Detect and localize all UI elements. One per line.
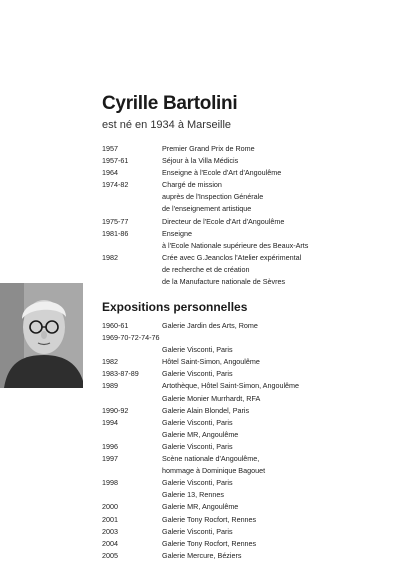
timeline-row: [102, 465, 402, 477]
row-description: Galerie Alain Blondel, Paris: [162, 405, 250, 415]
timeline-row: [102, 453, 402, 465]
row-year: 1957-61: [102, 156, 129, 166]
row-description: Galerie Jardin des Arts, Rome: [162, 321, 258, 330]
timeline-row: [102, 405, 402, 417]
row-year: 1960-61: [102, 321, 129, 330]
timeline-row: [102, 441, 402, 453]
row-year: 2004: [102, 538, 118, 548]
timeline-row: [102, 332, 402, 344]
row-description: Séjour à la Villa Médicis: [162, 156, 239, 166]
row-year: 2000: [102, 502, 118, 512]
row-description: Enseigne à l'Ecole d'Art d'Angoulême: [162, 168, 282, 178]
row-year: 1982: [102, 357, 118, 367]
row-description: Crée avec G.Jeanclos l'Atelier expérimental: [162, 252, 302, 262]
row-description: Galerie 13, Rennes: [162, 490, 224, 500]
row-description: Scène nationale d'Angoulême,: [162, 454, 260, 464]
timeline-row: [102, 538, 402, 550]
timeline-row: [102, 216, 402, 228]
timeline-row: [102, 501, 402, 513]
timeline-row: [102, 489, 402, 501]
row-description: Galerie MR, Angoulême: [162, 502, 239, 512]
row-year: 1996: [102, 441, 118, 451]
row-year: 1990-92: [102, 405, 129, 415]
timeline-row: [102, 417, 402, 429]
row-year: 2003: [102, 526, 118, 536]
timeline-row: [102, 143, 402, 155]
timeline-row: [102, 240, 402, 252]
row-description: Galerie Monier Murrhardt, RFA: [162, 393, 261, 403]
timeline-row: [102, 380, 402, 392]
row-description: Chargé de mission: [162, 180, 222, 190]
row-year: 1957: [102, 144, 118, 153]
timeline-row: [102, 155, 402, 167]
row-description: Galerie Tony Rocfort, Rennes: [162, 538, 257, 548]
timeline-row: [102, 203, 402, 215]
row-description: Enseigne: [162, 228, 192, 238]
row-year: 1997: [102, 454, 118, 464]
biography-list: [102, 143, 402, 288]
timeline-row: [102, 252, 402, 264]
row-description: Galerie Visconti, Paris: [162, 441, 233, 451]
timeline-row: [102, 477, 402, 489]
timeline-row: [102, 320, 402, 332]
row-year: 1964: [102, 168, 118, 178]
row-description: Directeur de l'Ecole d'Art d'Angoulême: [162, 216, 285, 226]
row-description: de recherche et de création: [162, 264, 250, 274]
row-year: 1981-86: [102, 228, 129, 238]
row-year: 1998: [102, 478, 118, 488]
row-description: hommage à Dominique Bagouet: [162, 466, 266, 476]
row-description: Galerie Visconti, Paris: [162, 478, 233, 488]
timeline-row: [102, 393, 402, 405]
row-year: 1994: [102, 417, 118, 427]
row-year: 1974-82: [102, 180, 129, 190]
row-description: Artothèque, Hôtel Saint-Simon, Angoulême: [162, 381, 300, 391]
timeline-row: [102, 344, 402, 356]
portrait-image: [0, 283, 83, 388]
timeline-row: [102, 514, 402, 526]
row-year: 2001: [102, 514, 118, 524]
row-description: auprès de l'Inspection Générale: [162, 192, 264, 202]
timeline-row: [102, 368, 402, 380]
artist-portrait: [0, 283, 83, 388]
timeline-row: [102, 526, 402, 538]
row-year: 1989: [102, 381, 118, 391]
row-description: Galerie Visconti, Paris: [162, 417, 233, 427]
row-description: Galerie Tony Rocfort, Rennes: [162, 514, 257, 524]
birth-info: est né en 1934 à Marseille: [102, 119, 232, 131]
timeline-row: [102, 167, 402, 179]
row-description: Hôtel Saint-Simon, Angoulême: [162, 357, 260, 367]
row-description: Galerie Visconti, Paris: [162, 369, 233, 379]
row-description: Galerie Visconti, Paris: [162, 526, 233, 536]
timeline-row: [102, 264, 402, 276]
timeline-row: [102, 429, 402, 441]
expositions-list: [102, 320, 402, 562]
row-description: Galerie Visconti, Paris: [162, 345, 233, 355]
timeline-row: [102, 550, 402, 562]
timeline-row: [102, 179, 402, 191]
expositions-title: Expositions personnelles: [102, 300, 248, 314]
row-year: 1982: [102, 252, 118, 262]
timeline-row: [102, 228, 402, 240]
row-description: Galerie Mercure, Béziers: [162, 550, 242, 560]
timeline-row: [102, 191, 402, 203]
row-year: 2005: [102, 550, 118, 560]
row-description: Galerie MR, Angoulême: [162, 429, 239, 439]
row-description: à l'Ecole Nationale supérieure des Beaux-Arts: [162, 240, 309, 250]
timeline-row: [102, 356, 402, 368]
row-year: 1983-87-89: [102, 369, 139, 379]
row-year: 1975-77: [102, 216, 129, 226]
artist-name: Cyrille Bartolini: [102, 93, 238, 114]
row-description: de la Manufacture nationale de Sèvres: [162, 277, 286, 287]
row-description: de l'enseignement artistique: [162, 204, 252, 214]
row-year: 1969-70-72-74-76: [102, 333, 160, 343]
row-description: Premier Grand Prix de Rome: [162, 144, 255, 153]
timeline-row: [102, 276, 402, 288]
